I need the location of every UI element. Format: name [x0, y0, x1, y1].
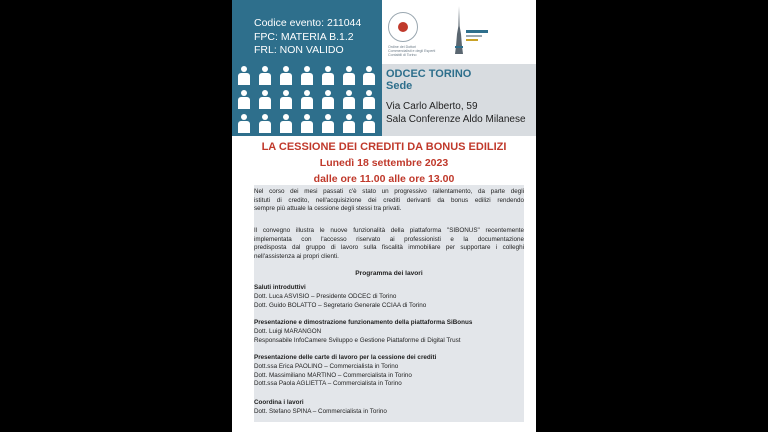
person-icon — [362, 66, 376, 86]
paragraph-line: istituti di credito, nell'acquisizione dei crediti derivanti da bonus edilizi rendendo — [254, 196, 524, 204]
event-flyer — [232, 0, 536, 432]
speaker-line: Dott. Luigi MARANGON — [254, 327, 322, 335]
speaker-line: Dott. Massimiliano MARTINO – Commercialista in Torino — [254, 371, 412, 379]
venue-name: ODCEC TORINO — [386, 68, 472, 80]
venue-room: Sala Conferenze Aldo Milanese — [386, 114, 526, 125]
chamber-logo-icon — [466, 30, 488, 44]
speaker-line: Dott.ssa Erica PAOLINO – Commercialista in Torino — [254, 362, 399, 370]
program-section — [254, 399, 524, 417]
fpc-materia: FPC: MATERIA B.1.2 — [254, 31, 354, 43]
speaker-line: Dott. Guido BOLATTO – Segretario Generale CCIAA di Torino — [254, 301, 427, 309]
person-icon — [237, 114, 251, 134]
person-icon — [321, 114, 335, 134]
person-icon — [321, 90, 335, 110]
person-icon — [342, 90, 356, 110]
paragraph-line: Nel corso dei mesi passati c'è stato un progressivo rallentamento, da parte degli — [254, 188, 524, 195]
paragraph-line: sempre più attuale la cessione degli stessi tra privati. — [254, 205, 402, 213]
venue-sede: Sede — [386, 80, 413, 92]
speaker-line: Dott. Stefano SPINA – Commercialista in Torino — [254, 407, 387, 415]
person-icon — [237, 66, 251, 86]
person-icon — [258, 114, 272, 134]
odcec-logo-text: Ordine dei Dottori Commercialisti e degli Esperti Contabili di Torino — [388, 45, 436, 57]
person-icon — [258, 90, 272, 110]
venue-panel — [382, 64, 536, 136]
event-time: dalle ore 11.00 alle ore 13.00 — [313, 173, 455, 185]
person-icon — [300, 114, 314, 134]
frl-status: FRL: NON VALIDO — [254, 44, 344, 56]
paragraph-line: implementata con l'accesso riservato ai professionisti e la documentazione — [254, 235, 524, 243]
program-section — [254, 354, 524, 389]
people-row — [234, 114, 380, 134]
person-icon — [258, 66, 272, 86]
paragraph-line: nell'assistenza ai propri clienti. — [254, 252, 339, 260]
person-icon — [321, 66, 335, 86]
venue-address: Via Carlo Alberto, 59 — [386, 101, 478, 112]
person-icon — [342, 66, 356, 86]
section-heading: Saluti introduttivi — [254, 284, 306, 291]
codice-evento: Codice evento: 211044 — [254, 17, 362, 29]
speaker-line: Dott.ssa Paola AGLIETTA – Commercialista in Torino — [254, 380, 402, 388]
person-icon — [279, 90, 293, 110]
audience-illustration — [232, 64, 382, 136]
section-heading: Presentazione delle carte di lavoro per la cessione dei crediti — [254, 354, 437, 361]
paragraph-line: Il convegno illustra le nuove funzionalità della piattaforma "SIBONUS" recentemente — [254, 227, 524, 234]
description-paragraph — [254, 227, 524, 261]
logos-panel — [382, 0, 536, 64]
person-icon — [300, 66, 314, 86]
programma-heading: Programma dei lavori — [355, 270, 423, 277]
event-title: LA CESSIONE DEI CREDITI DA BONUS EDILIZI — [261, 141, 507, 153]
people-row — [234, 90, 380, 110]
person-icon — [342, 114, 356, 134]
mole-antonelliana-icon — [454, 6, 464, 54]
paragraph-line: predisposta dal gruppo di lavoro sulla fiscalità immobiliare per supportare i colleghi — [254, 244, 524, 252]
program-box — [254, 185, 524, 422]
speaker-line: Dott. Luca ASVISIO – Presidente ODCEC di Torino — [254, 292, 397, 300]
intro-paragraph — [254, 188, 524, 214]
person-icon — [279, 114, 293, 134]
people-row — [234, 66, 380, 86]
section-heading: Presentazione e dimostrazione funzionamento della piattaforma SiBonus — [254, 319, 473, 326]
person-icon — [237, 90, 251, 110]
person-icon — [362, 114, 376, 134]
person-icon — [362, 90, 376, 110]
person-icon — [300, 90, 314, 110]
odcec-logo-icon — [388, 12, 418, 42]
person-icon — [279, 66, 293, 86]
event-date: Lunedì 18 settembre 2023 — [319, 157, 449, 169]
program-section — [254, 319, 524, 345]
section-heading: Coordina i lavori — [254, 399, 304, 406]
event-codes-panel — [232, 0, 382, 64]
program-section — [254, 284, 524, 310]
speaker-line: Responsabile InfoCamere Sviluppo e Gestione Piattaforme di Digital Trust — [254, 336, 461, 344]
